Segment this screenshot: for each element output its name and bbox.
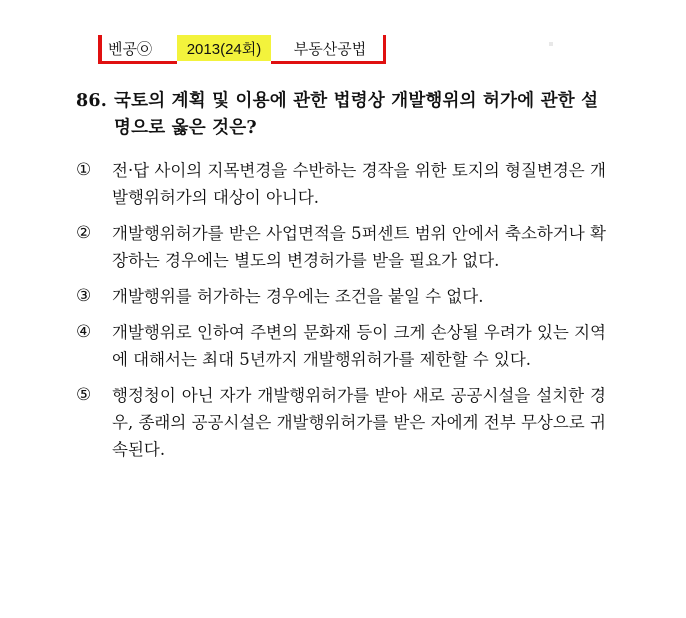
option-2-mark: ② [76,223,92,243]
option-3-mark: ③ [76,286,92,306]
option-2[interactable] [76,220,606,274]
exam-year-label: 2013(24회) [177,35,271,61]
subject-label: 부동산공법 [271,35,386,64]
option-5-text: 행정청이 아닌 자가 개발행위허가를 받아 새로 공공시설을 설치한 경우, 종래의 공공시설은 개발행위허가를 받은 자에게 전부 무상으로 귀속된다. [112,386,606,459]
option-4-mark: ④ [76,322,92,342]
option-3-text: 개발행위를 허가하는 경우에는 조건을 붙일 수 없다. [112,287,484,306]
option-5-mark: ⑤ [76,385,92,405]
question-text: 국토의 계획 및 이용에 관한 법령상 개발행위의 허가에 관한 설명으로 옳은 것은? [114,91,599,138]
option-1-mark: ① [76,160,92,180]
option-1-text: 전·답 사이의 지목변경을 수반하는 경작을 위한 토지의 형질변경은 개발행위허가의 대상이 아니다. [112,161,606,207]
option-3[interactable] [76,283,606,310]
option-1[interactable] [76,157,606,211]
question-stem [76,88,606,142]
option-5[interactable] [76,382,606,463]
answer-options [76,157,606,463]
question-block [76,88,606,472]
watermark-dot [549,42,553,46]
header-tag-bar [98,33,386,63]
question-number: 86. [76,91,108,111]
option-4[interactable] [76,319,606,373]
option-2-text: 개발행위허가를 받은 사업면적을 5퍼센트 범위 안에서 축소하거나 확장하는 경우에는 별도의 변경허가를 받을 필요가 없다. [112,224,606,270]
source-label: 벤공㉧ [98,35,177,64]
option-4-text: 개발행위로 인하여 주변의 문화재 등이 크게 손상될 우려가 있는 지역에 대해서는 최대 5년까지 개발행위허가를 제한할 수 있다. [112,323,606,369]
